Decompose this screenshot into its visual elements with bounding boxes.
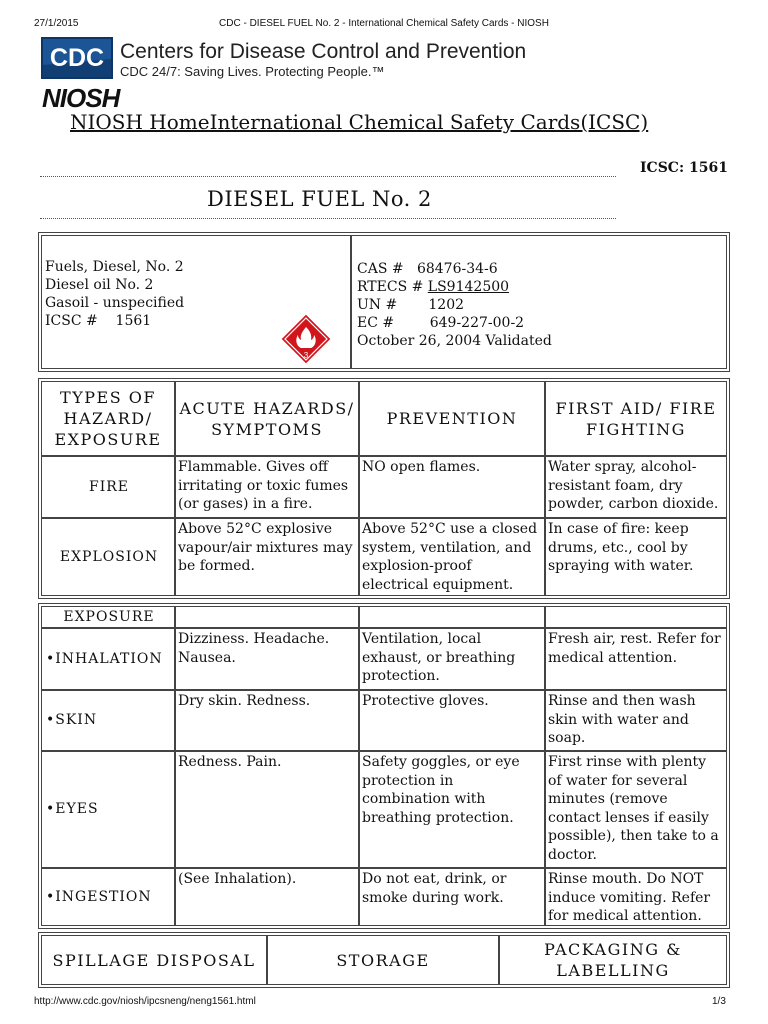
cas-line — [357, 260, 722, 278]
ec-line — [357, 314, 722, 332]
header-first-aid: FIRST AID/ FIRE FIGHTING — [545, 381, 727, 456]
row-label-inhalation: •INHALATION — [41, 628, 175, 690]
rtecs-line — [357, 278, 722, 296]
ingestion-prevention: Do not eat, drink, or smoke during work. — [359, 868, 545, 926]
header-types-of-hazard: TYPES OF HAZARD/ EXPOSURE — [41, 381, 175, 456]
header-spillage-disposal: SPILLAGE DISPOSAL — [41, 935, 267, 985]
org-name: Centers for Disease Control and Prevention — [120, 40, 527, 63]
identifiers-box — [351, 235, 727, 369]
print-page-title: CDC - DIESEL FUEL No. 2 - International Chemical Safety Cards - NIOSH — [219, 18, 549, 29]
inhalation-prevention: Ventilation, local exhaust, or breathing protection. — [359, 628, 545, 690]
synonyms-box — [41, 235, 351, 369]
eyes-first-aid: First rinse with plenty of water for several minutes (remove contact lenses if easily possible), then take to a doctor. — [545, 751, 727, 868]
row-label-eyes: •EYES — [41, 751, 175, 868]
rtecs-label: RTECS # — [357, 279, 424, 295]
inhalation-first-aid: Fresh air, rest. Refer for medical attention. — [545, 628, 727, 690]
exposure-header-empty — [545, 606, 727, 628]
skin-symptoms: Dry skin. Redness. — [175, 690, 359, 751]
header-acute-hazards: ACUTE HAZARDS/ SYMPTOMS — [175, 381, 359, 456]
niosh-logo[interactable]: NIOSH — [42, 83, 120, 113]
ec-label: EC # — [357, 315, 395, 331]
hazard-class-number: 3 — [303, 351, 309, 360]
exposure-header-empty — [359, 606, 545, 628]
validation-date: October 26, 2004 Validated — [357, 333, 552, 349]
header-prevention: PREVENTION — [359, 381, 545, 456]
row-label-explosion: EXPLOSION — [41, 518, 175, 596]
print-page-number: 1/3 — [712, 996, 726, 1007]
icsc-id-label: ICSC # — [45, 313, 98, 329]
synonym: Gasoil - unspecified — [45, 295, 185, 311]
print-url: http://www.cdc.gov/niosh/ipcsneng/neng1561.html — [34, 996, 256, 1007]
un-number: 1202 — [428, 297, 465, 313]
fire-symptoms: Flammable. Gives off irritating or toxic fumes (or gases) in a fire. — [175, 456, 359, 518]
row-label-fire: FIRE — [41, 456, 175, 518]
exposure-header: EXPOSURE — [41, 606, 175, 628]
cas-label: CAS # — [357, 261, 404, 277]
un-line — [357, 296, 722, 314]
ingestion-first-aid: Rinse mouth. Do NOT induce vomiting. Refer for medical attention. — [545, 868, 727, 926]
icsc-id-value: 1561 — [115, 313, 152, 329]
ingestion-symptoms: (See Inhalation). — [175, 868, 359, 926]
cdc-logo-text: CDC — [49, 44, 105, 72]
exposure-header-empty — [175, 606, 359, 628]
eyes-prevention: Safety goggles, or eye protection in combination with breathing protection. — [359, 751, 545, 868]
icsc-number: ICSC: 1561 — [640, 160, 728, 176]
nav-niosh-home-link[interactable]: NIOSH Home — [70, 110, 210, 134]
explosion-prevention: Above 52°C use a closed system, ventilation, and explosion-proof electrical equipment. — [359, 518, 545, 596]
cdc-logo[interactable] — [41, 37, 113, 79]
un-label: UN # — [357, 297, 398, 313]
inhalation-symptoms: Dizziness. Headache. Nausea. — [175, 628, 359, 690]
row-label-ingestion: •INGESTION — [41, 868, 175, 926]
flammable-diamond-icon — [280, 313, 332, 365]
ec-number: 649-227-00-2 — [429, 315, 525, 331]
skin-prevention: Protective gloves. — [359, 690, 545, 751]
print-date: 27/1/2015 — [34, 18, 79, 29]
cas-number: 68476-34-6 — [416, 261, 498, 277]
eyes-symptoms: Redness. Pain. — [175, 751, 359, 868]
fire-prevention: NO open flames. — [359, 456, 545, 518]
chemical-name: DIESEL FUEL No. 2 — [207, 187, 432, 211]
divider — [40, 176, 616, 177]
explosion-first-aid: In case of fire: keep drums, etc., cool by spraying with water. — [545, 518, 727, 596]
header-packaging-labelling: PACKAGING & LABELLING — [499, 935, 727, 985]
nav-icsc-link[interactable]: International Chemical Safety Cards(ICSC) — [209, 110, 649, 134]
explosion-symptoms: Above 52°C explosive vapour/air mixtures may be formed. — [175, 518, 359, 596]
fire-first-aid: Water spray, alcohol-resistant foam, dry powder, carbon dioxide. — [545, 456, 727, 518]
synonym: Diesel oil No. 2 — [45, 277, 154, 293]
synonym: Fuels, Diesel, No. 2 — [45, 259, 184, 275]
header-storage: STORAGE — [267, 935, 499, 985]
row-label-skin: •SKIN — [41, 690, 175, 751]
skin-first-aid: Rinse and then wash skin with water and soap. — [545, 690, 727, 751]
breadcrumb — [70, 110, 648, 134]
divider — [40, 218, 616, 219]
org-tagline: CDC 24/7: Saving Lives. Protecting People.™ — [120, 64, 385, 79]
rtecs-link[interactable]: LS9142500 — [427, 279, 510, 295]
